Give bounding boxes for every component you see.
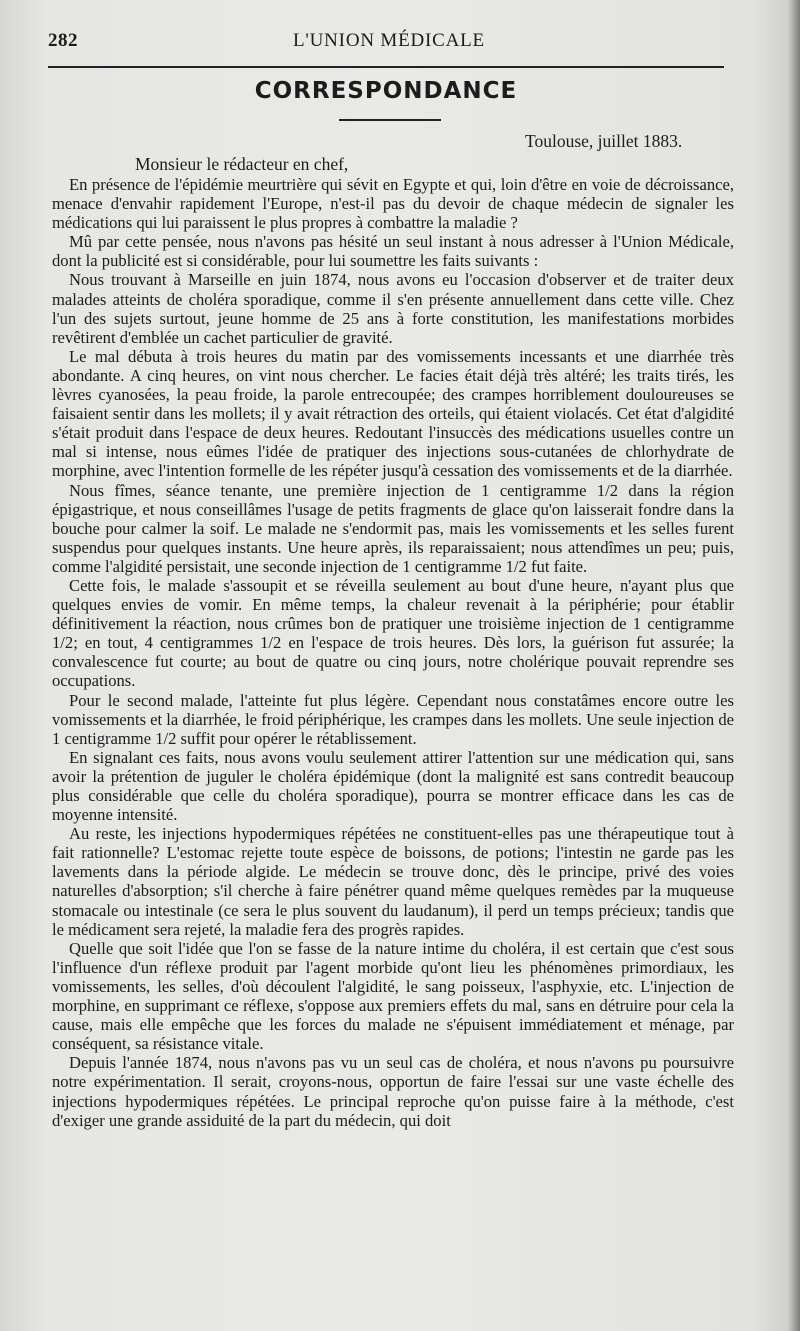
paragraph: En présence de l'épidémie meurtrière qui sévit en Egypte et qui, loin d'être en voie de décroissance, menace d'envahir rapidement l'Europe, n'est-il pas du devoir de chaque médecin de signaler les médications qui lui paraissent le plus propres à combattre la maladie ?	[52, 175, 734, 233]
paragraph: Au reste, les injections hypodermiques répétées ne constituent-elles pas une thérapeutique tout à fait rationnelle? L'estomac rejette toute espèce de boissons, de potions; l'intestin ne garde pas les lavements dans la période algide. Le médecin se trouve donc, dès le principe, privé des voies naturelles d'absorption; s'il cherche à faire pénétrer quand même quelques remèdes par la muqueuse stomacale ou intestinale (ce sera le plus souvent du laudanum), il perd un temps précieux; tandis que le médicament sera rejeté, la maladie fera des progrès rapides.	[52, 824, 734, 939]
running-header	[48, 30, 730, 60]
salutation: Monsieur le rédacteur en chef,	[135, 154, 349, 174]
paragraph: Cette fois, le malade s'assoupit et se réveilla seulement au bout d'une heure, n'ayant plus que quelques envies de vomir. En même temps, la chaleur revenait à la périphérie; pour établir définitivement la réaction, nous crûmes bon de pratiquer une troisième injection de 1 centigramme 1/2; en tout, 4 centigrammes 1/2 en l'espace de trois heures. Dès lors, la guérison fut assurée; la convalescence fut courte; au bout de quatre ou cinq jours, notre cholérique pouvait reprendre ses occupations.	[52, 575, 734, 691]
article-body	[52, 175, 734, 1130]
page-spine-shadow	[788, 0, 800, 1331]
page-number: 282	[48, 30, 78, 51]
paragraph: Nous fîmes, séance tenante, une première injection de 1 centigramme 1/2 dans la région épigastrique, et nous conseillâmes l'usage de petits fragments de glace qu'on laisserait fondre dans la bouche pour calmer la soif. Le malade ne s'endormit pas, mais les vomissements et les selles furent suspendus pour quelques instants. Une heure après, ils reparaissaient; nous attendîmes un peu; puis, comme l'algidité persistait, une seconde injection de 1 centigramme 1/2 fut faite.	[52, 480, 734, 576]
section-title: CORRESPONDANCE	[254, 78, 518, 104]
title-rule	[339, 119, 441, 121]
dateline: Toulouse, juillet 1883.	[525, 131, 683, 151]
paragraph: Depuis l'année 1874, nous n'avons pas vu un seul cas de choléra, et nous n'avons pu poursuivre notre expérimentation. Il serait, croyons-nous, opportun de faire l'essai sur une vaste échelle des injections hypodermiques répétées. Le principal reproche qu'on puisse faire à la méthode, c'est d'exiger une grande assiduité de la part du médecin, qui doit	[52, 1053, 734, 1130]
paragraph: Mû par cette pensée, nous n'avons pas hésité un seul instant à nous adresser à l'Union Médicale, dont la publicité est si considérable, pour lui soumettre les faits suivants :	[52, 232, 734, 271]
header-rule	[48, 66, 724, 68]
paragraph: Nous trouvant à Marseille en juin 1874, nous avons eu l'occasion d'observer et de traiter deux malades atteints de choléra sporadique, comme il s'en présente annuellement dans cette ville. Chez l'un des sujets surtout, jeune homme de 25 ans à forte constitution, les manifestations morbides revêtirent d'emblée un cachet particulier de gravité.	[52, 270, 734, 347]
paragraph: Pour le second malade, l'atteinte fut plus légère. Cependant nous constatâmes encore outre les vomissements et la diarrhée, le froid périphérique, les crampes dans les mollets. Une seule injection de 1 centigramme 1/2 suffit pour opérer le rétablissement.	[52, 690, 734, 748]
paragraph: En signalant ces faits, nous avons voulu seulement attirer l'attention sur une médication qui, sans avoir la prétention de juguler le choléra épidémique (dont la malignité est sans contredit beaucoup plus considérable que celle du choléra sporadique), pourra se montrer efficace dans les cas de moyenne intensité.	[52, 747, 734, 825]
paragraph: Quelle que soit l'idée que l'on se fasse de la nature intime du choléra, il est certain que c'est sous l'influence d'un réflexe produit par l'agent morbide qu'ont lieu les phénomènes primordiaux, les vomissements, les selles, d'où découlent l'algidité, le sang poisseux, l'asphyxie, etc. L'injection de morphine, en supprimant ce réflexe, s'oppose aux premiers effets du mal, sans en détruire pour cela la cause, mais elle empêche que les forces du malade ne s'épuisent immédiatement et ménage, par conséquent, sa résistance vitale.	[52, 938, 734, 1054]
paragraph: Le mal débuta à trois heures du matin par des vomissements incessants et une diarrhée très abondante. A cinq heures, on vint nous chercher. Le facies était déjà très altéré; les traits tirés, les lèvres cyanosées, la peau froide, la parole entrecoupée; des crampes horriblement douloureuses se faisaient sentir dans les mollets; il y avait rétraction des orteils, qui étaient violacés. Cet état d'algidité s'était produit dans l'espace de deux heures. Redoutant l'insuccès des médications usuelles contre un mal si intense, nous eûmes l'idée de pratiquer des injections sous-cutanées de chlorhydrate de morphine, avec l'intention formelle de les répéter jusqu'à cessation des vomissements et de la diarrhée.	[52, 346, 734, 481]
running-head: L'UNION MÉDICALE	[293, 30, 485, 51]
